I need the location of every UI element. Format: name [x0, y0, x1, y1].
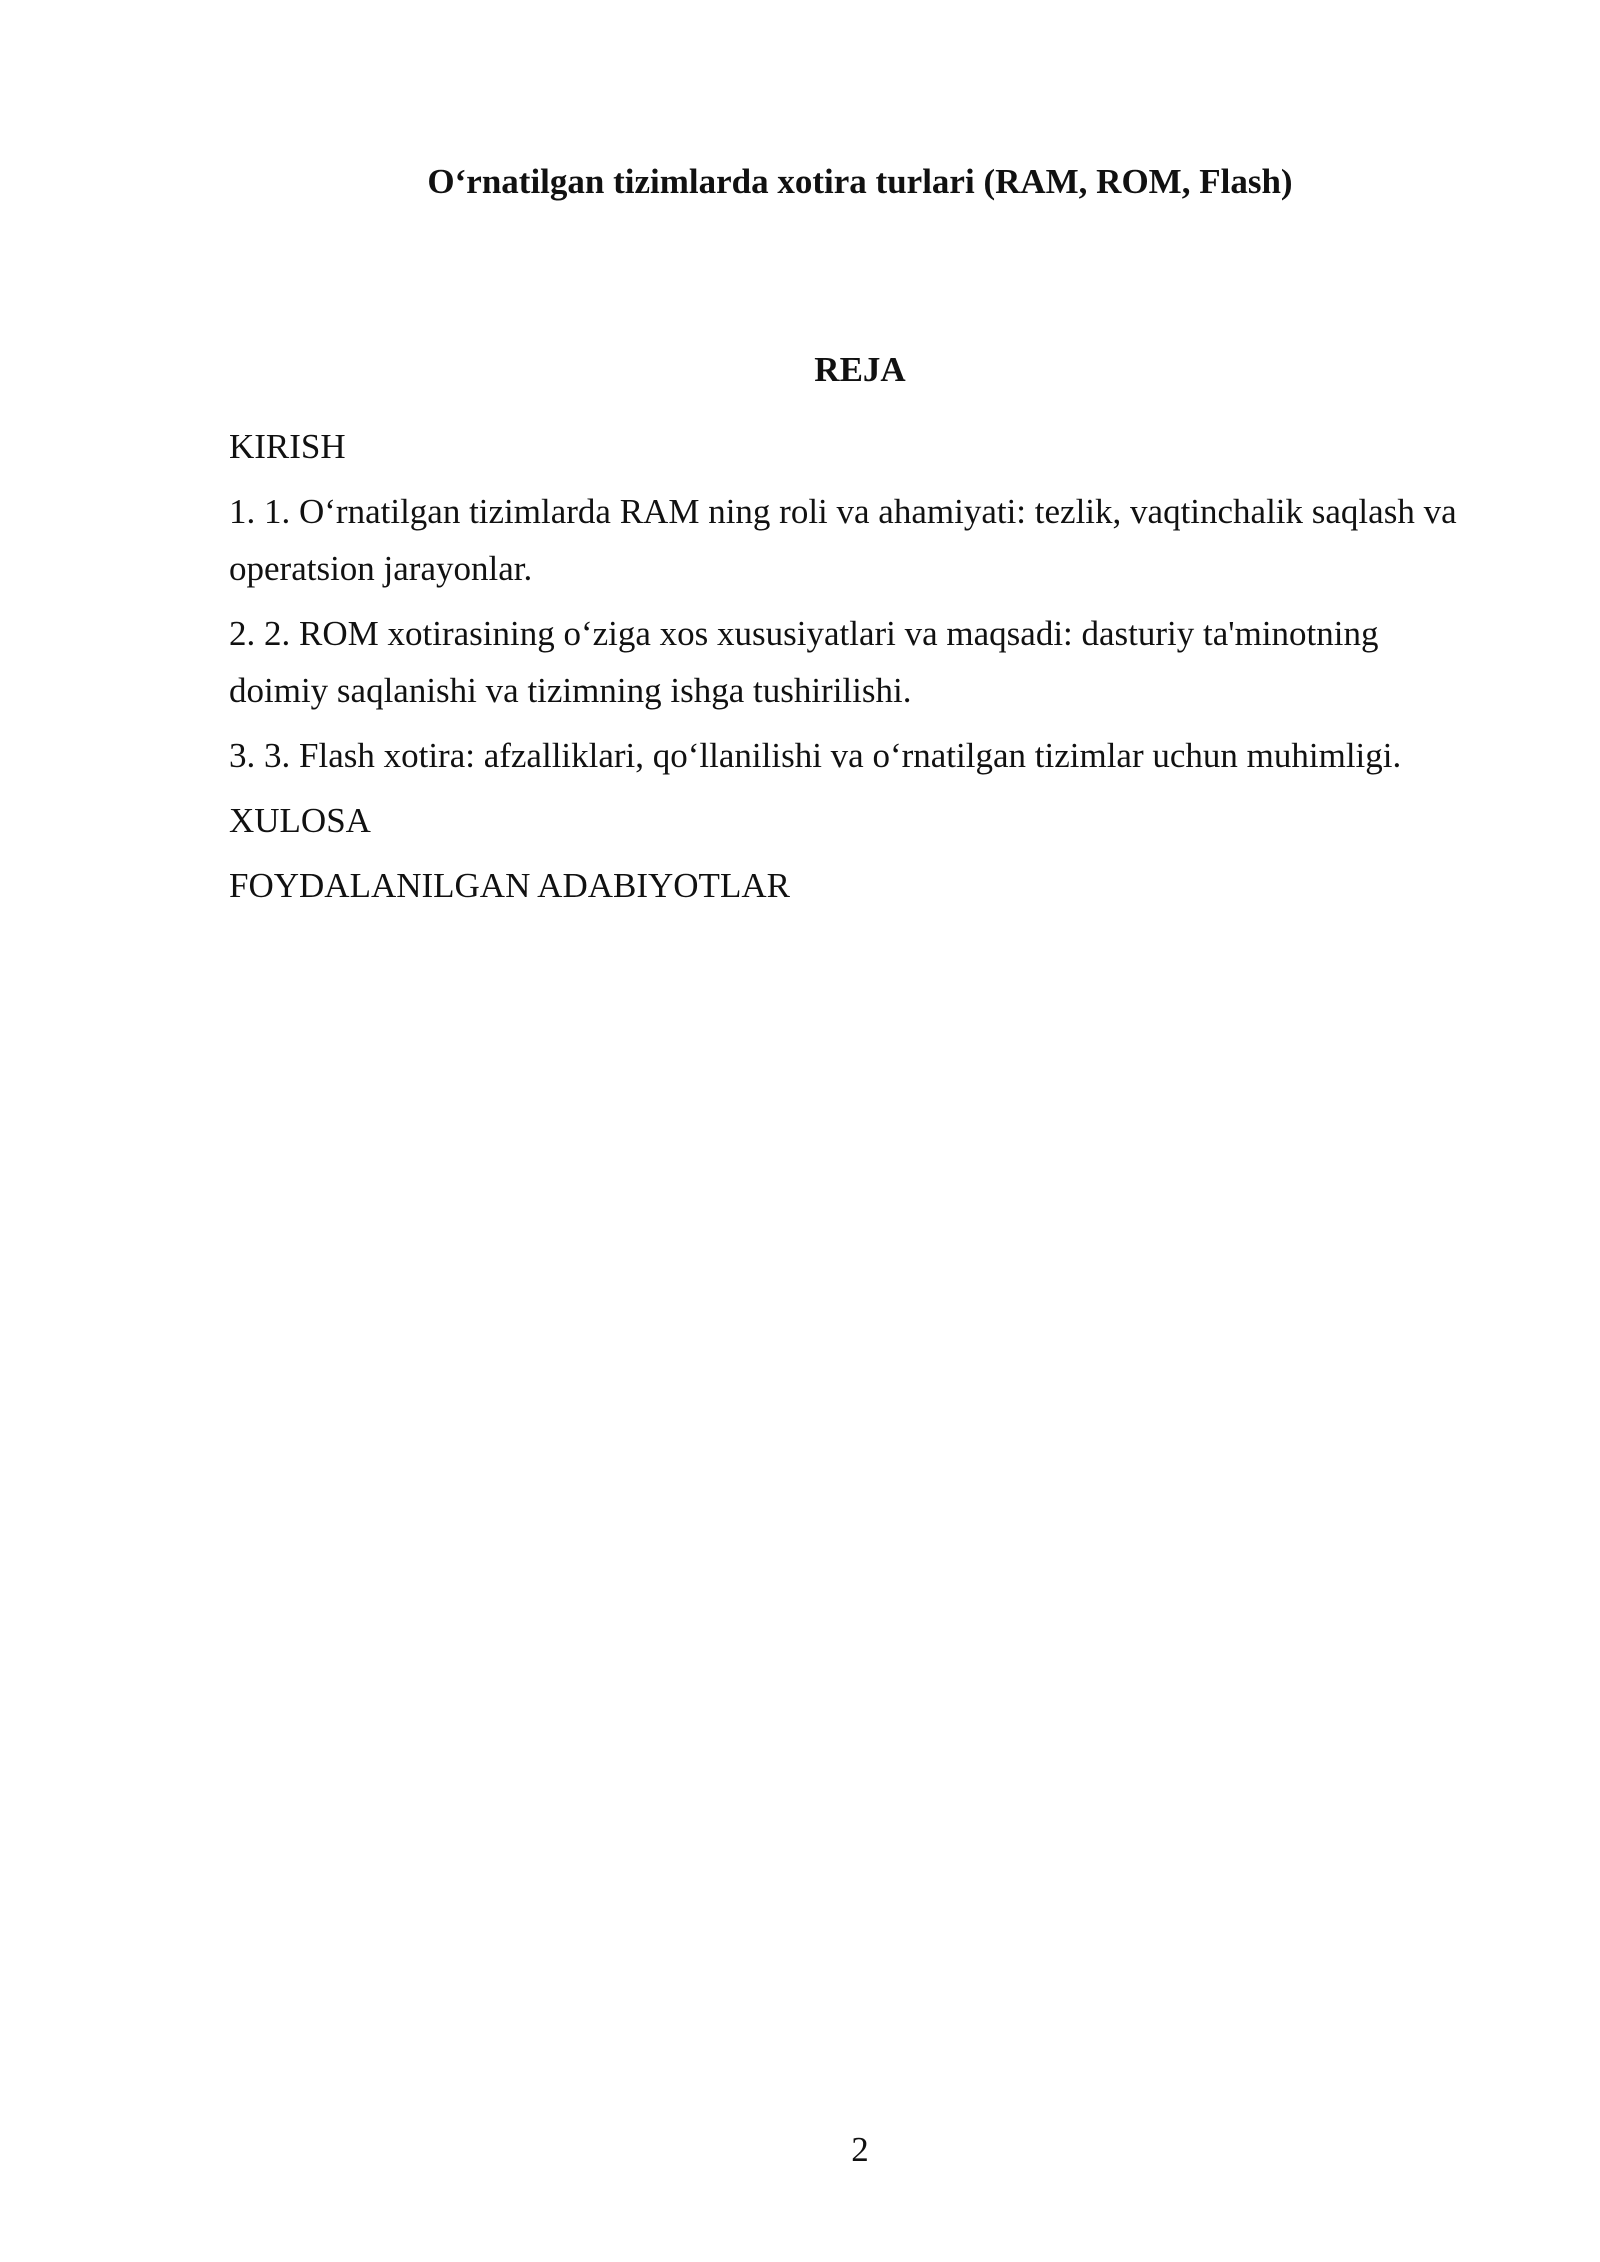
plan-list	[229, 418, 1479, 922]
plan-item-flash: 3. 3. Flash xotira: afzalliklari, qo‘llanilishi va o‘rnatilgan tizimlar uchun muhimligi.	[229, 736, 1402, 775]
plan-item-references: FOYDALANILGAN ADABIYOTLAR	[229, 866, 790, 905]
document-title: O‘rnatilgan tizimlarda xotira turlari (RAM, ROM, Flash)	[427, 162, 1293, 201]
plan-item-rom: 2. 2. ROM xotirasining o‘ziga xos xususiyatlari va maqsadi: dasturiy ta'minotning doimiy saqlanishi va tizimning ishga tushirilishi.	[229, 614, 1379, 710]
plan-item-introduction: KIRISH	[229, 427, 346, 466]
page-number: 2	[851, 2130, 869, 2169]
plan-heading: REJA	[814, 350, 906, 389]
plan-item-ram: 1. 1. O‘rnatilgan tizimlarda RAM ning roli va ahamiyati: tezlik, vaqtinchalik saqlash va operatsion jarayonlar.	[229, 492, 1457, 588]
plan-item-conclusion: XULOSA	[229, 801, 371, 840]
